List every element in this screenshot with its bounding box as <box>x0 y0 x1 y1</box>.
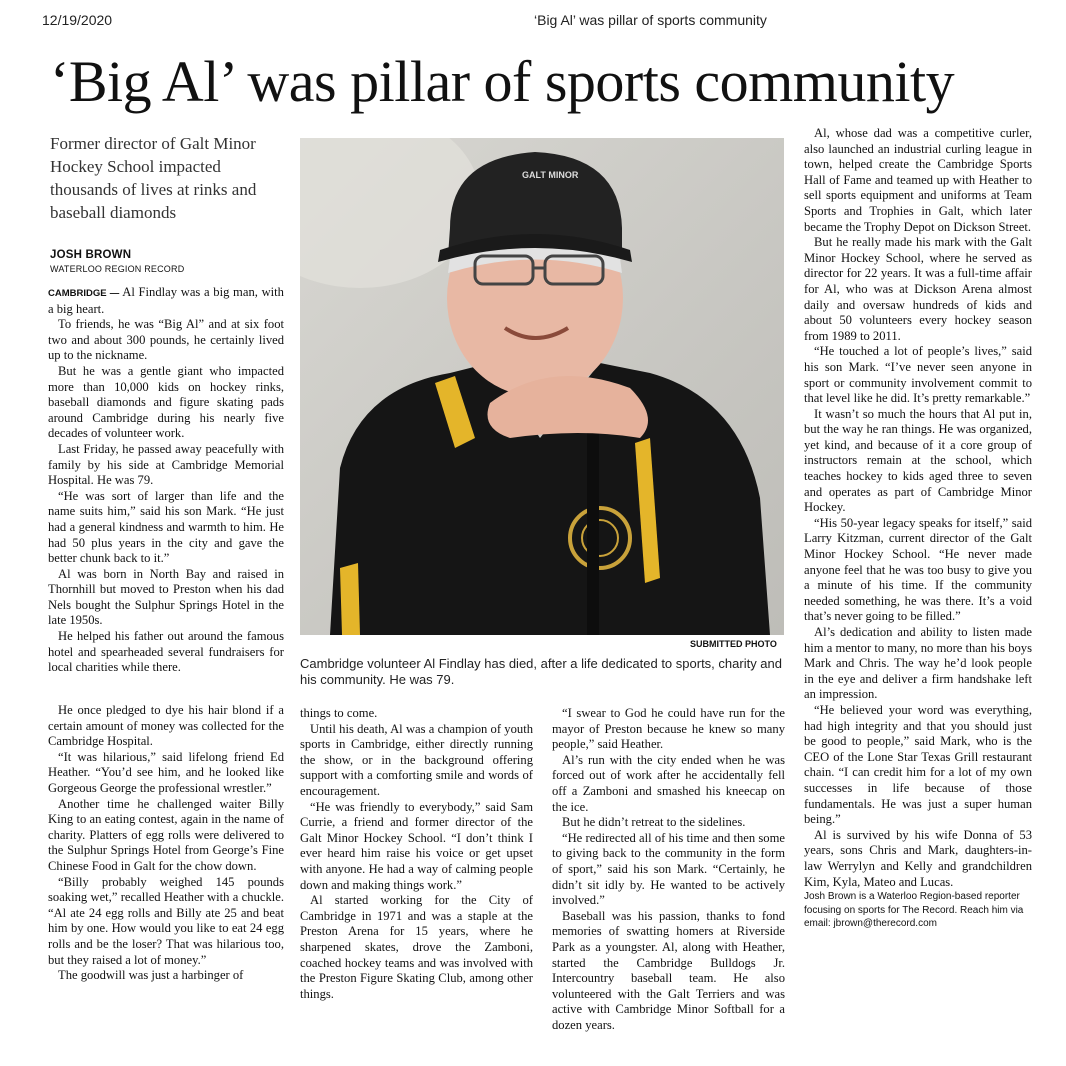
paragraph: Al’s run with the city ended when he was forced out of work after he accidentally fell off a Zamboni and smashed his kneecap on the ice. <box>552 752 785 814</box>
paragraph: Al, whose dad was a competitive curler, also launched an industrial curling league in town, helped create the Cambridge Sports Hall of Fame and teamed up with Heather to sell sports equipment and uniforms at Team Sports and Trophies in Galt, which later became the Trophy Depot on Dickson Street. <box>804 126 1032 234</box>
paragraph: “He believed your word was everything, had high integrity and that you should just be good to people,” said Mark, who is the CEO of the Lone Star Texas Grill restaurant chain. “I can credit him for a lot of my own successes in life because of those fundamentals. He was just a super human being.” <box>804 702 1032 827</box>
paragraph: Last Friday, he passed away peacefully with family by his side at Cambridge Memorial Hospital. He was 79. <box>48 441 284 488</box>
paragraph: To friends, he was “Big Al” and at six foot two and about 300 pounds, he certainly lived up to the nickname. <box>48 317 284 363</box>
paragraph: He helped his father out around the famous hotel and spearheaded several fundraisers for local charities while there. <box>48 629 284 675</box>
photo-caption: Cambridge volunteer Al Findlay has died, after a life dedicated to sports, charity and his community. He was 79. <box>300 656 782 687</box>
print-date: 12/19/2020 <box>42 12 113 28</box>
paragraph: Baseball was his passion, thanks to fond memories of swatting homers at Riverside Park as a youngster. Al, along with Heather, started the Cambridge Bulldogs Jr. Intercountry baseball team. He also volunteered with the Galt Terriers and was active with Cambridge Minor Softball for a dozen years. <box>552 908 785 1032</box>
paragraph: Al was born in North Bay and raised in Thornhill but moved to Preston when his dad Nels bought the Sulphur Springs Hotel in the late 1950s. <box>48 566 284 628</box>
article-column-2 <box>300 706 533 1002</box>
paragraph: things to come. <box>300 706 378 720</box>
paragraph: “His 50-year legacy speaks for itself,” said Larry Kitzman, current director of the Galt Minor Hockey School. “He never made anyone feel that he was too busy to give you a minute of his time. If the community needed something, he was there. It’s a void that’s never going to be filled.” <box>804 515 1032 624</box>
portrait-photo <box>300 138 784 635</box>
paragraph: But he didn’t retreat to the sidelines. <box>562 815 746 830</box>
lead-text: Al Findlay was a big man, with a big heart. <box>48 285 284 316</box>
headline: ‘Big Al’ was pillar of sports community <box>50 49 955 114</box>
paragraph: “Billy probably weighed 145 pounds soaking wet,” recalled Heather with a chuckle. “Al ate 24 egg rolls and Billy ate 25 and beat him by one. How would you like to eat 24 egg rolls and be the loser? That was hilarious too, but they raised a lot of money.” <box>48 874 284 967</box>
print-header-title: ‘Big Al’ was pillar of sports community <box>534 12 767 28</box>
paragraph: Al is survived by his wife Donna of 53 years, sons Chris and Mark, daughters-in-law Werrylyn and Kelly and grandchildren Kim, Kyla, Mateo and Lucas. <box>804 827 1032 889</box>
byline-author: JOSH BROWN <box>50 249 132 261</box>
paragraph: “It was hilarious,” said lifelong friend Ed Heather. “You’d see him, and he looked like Gorgeous George the professional wrestler.” <box>48 749 284 795</box>
article-column-4 <box>804 126 1032 931</box>
paragraph: He once pledged to dye his hair blond if a certain amount of money was collected for the Cambridge Hospital. <box>48 703 284 749</box>
article-column-3 <box>552 706 785 1033</box>
paragraph: Al’s dedication and ability to listen made him a mentor to many, no more than his boys Mark and Chris. The way he’d look people in the eye and deliver a firm handshake left an impression. <box>804 625 1032 702</box>
paragraph: “He touched a lot of people’s lives,” said his son Mark. “I’ve never seen anyone in sport or community involvement commit to that level like he did. It’s pretty remarkable.” <box>804 344 1032 406</box>
paragraph: “He was sort of larger than life and the name suits him,” said his son Mark. “He just had a general kindness and warmth to him. He had 50 plus years in the city and gave the better chunk back to it.” <box>48 488 284 566</box>
paragraph: “I swear to God he could have run for the mayor of Preston because he knew so many people,” said Heather. <box>552 706 785 752</box>
article-column-1-bottom <box>48 703 284 984</box>
article-column-1-top <box>48 285 284 676</box>
deck-subhead: Former director of Galt Minor Hockey School impacted thousands of lives at rinks and baseball diamonds <box>50 134 257 222</box>
lead-paragraph <box>48 285 284 317</box>
author-bio: Josh Brown is a Waterloo Region-based reporter focusing on sports for The Record. Reach him via email: jbrown@therecord.com <box>804 891 1024 930</box>
paragraph: It wasn’t so much the hours that Al put in, but the way he ran things. He was organized, yet kind, and because of it a core group of instructors remain at the school, which teaches hockey to kids aged three to seven and operates as part of Cambridge Minor Hockey. <box>804 406 1032 515</box>
dateline: CAMBRIDGE — <box>48 288 120 299</box>
paragraph: But he was a gentle giant who impacted more than 10,000 kids on hockey rinks, baseball diamonds and figure skating pads around Cambridge during his nearly five decades of volunteer work. <box>48 363 284 441</box>
paragraph: The goodwill was just a harbinger of <box>58 968 244 983</box>
portrait-illustration <box>300 138 784 635</box>
paragraph: Until his death, Al was a champion of youth sports in Cambridge, either directly running the show, or in the background offering support with a comforting smile and words of encouragement. <box>300 721 533 798</box>
cap-lettering: GALT MINOR <box>522 170 579 180</box>
photo-credit: SUBMITTED PHOTO <box>690 639 777 649</box>
paragraph: Another time he challenged waiter Billy King to an eating contest, again in the name of charity. Platters of egg rolls were delivered to the Sulphur Springs Hotel from George’s Fine Chinese Food in Galt for the chow down. <box>48 796 284 873</box>
byline-organization: WATERLOO REGION RECORD <box>50 264 185 274</box>
paragraph: Al started working for the City of Cambridge in 1971 and was a staple at the Preston Arena for 15 years, where he sharpened skates, drove the Zamboni, coached hockey teams and was involved with the Preston Figure Skating Club, among other things. <box>300 893 533 1001</box>
paragraph: “He was friendly to everybody,” said Sam Currie, a friend and former director of the Galt Minor Hockey School. “I don’t think I ever heard him raise his voice or get upset with anyone. He had a way of calming people down and making things work.” <box>300 799 533 892</box>
paragraph: “He redirected all of his time and then some to giving back to the community in the form of sport,” said his son Mark. “Certainly, he didn’t sit idly by. He wanted to be actively involved.” <box>552 830 785 908</box>
paragraph: But he really made his mark with the Galt Minor Hockey School, where he served as director for 22 years. It was a full-time affair for Al, who was at Dickson Arena almost daily and oversaw hundreds of kids and about 50 volunteers every hockey season from 1989 to 2011. <box>804 235 1032 343</box>
